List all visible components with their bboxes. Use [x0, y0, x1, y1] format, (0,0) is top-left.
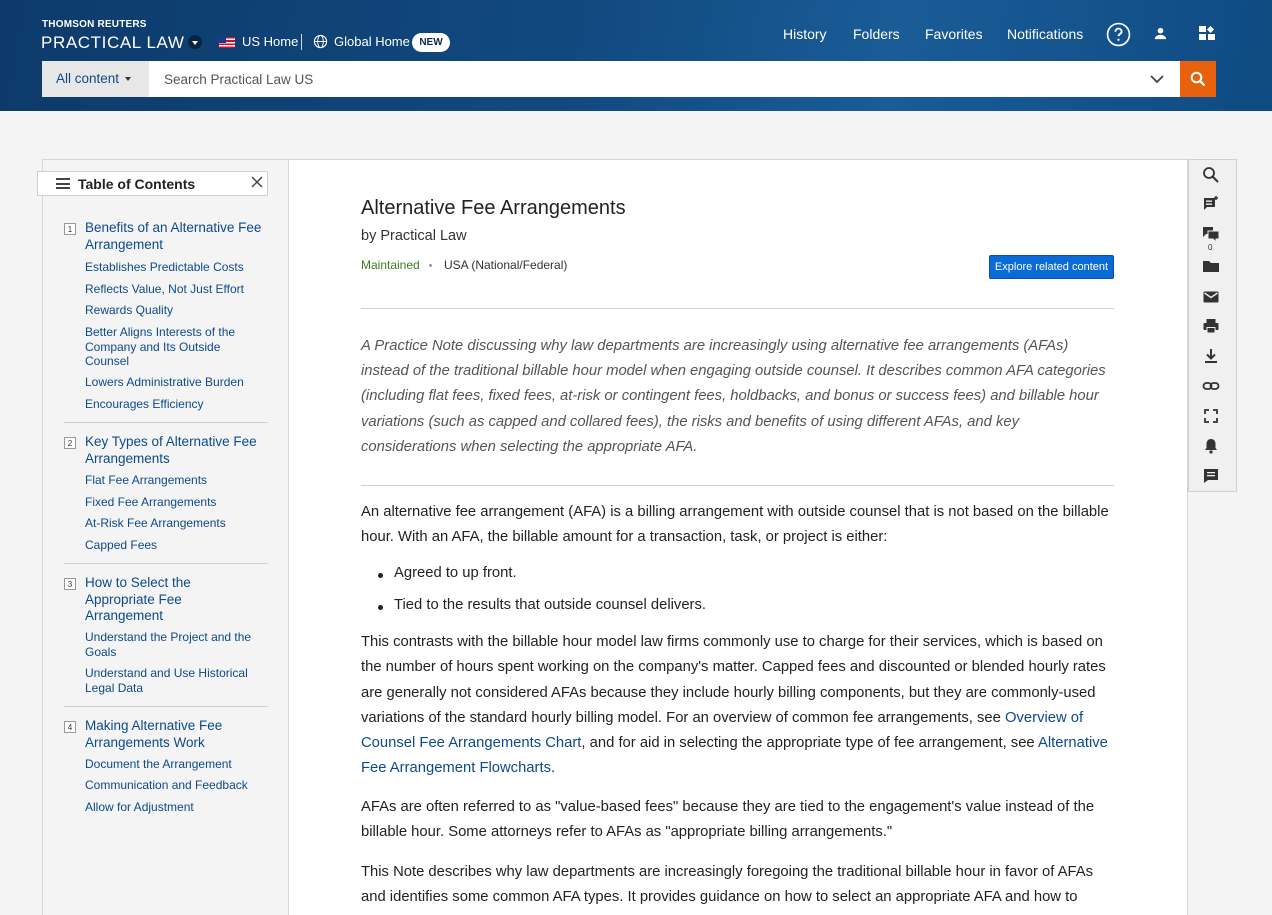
folder-icon[interactable]	[1202, 257, 1220, 275]
menu-icon	[56, 178, 70, 189]
brand-logo[interactable]: PRACTICAL LAW	[41, 33, 185, 52]
separator-dot	[429, 264, 432, 267]
toc-section-link[interactable]: Making Alternative Fee Arrangements Work	[85, 718, 223, 750]
toc-item-link[interactable]: Allow for Adjustment	[85, 800, 194, 814]
apps-grid-icon[interactable]	[1199, 26, 1216, 41]
fullscreen-icon[interactable]	[1202, 407, 1220, 425]
paragraph: This Note describes why law departments are increasingly foregoing the traditional billable hour in favor of AFAs and identifies some common AFA types. It provides guidance on how to select an appropriate AFA and how to	[361, 864, 1094, 906]
divider	[361, 485, 1114, 486]
toc-item-link[interactable]: Communication and Feedback	[85, 778, 248, 792]
toc-item-link[interactable]: At-Risk Fee Arrangements	[85, 516, 226, 530]
toc-divider	[64, 563, 268, 564]
brand-publisher: THOMSON REUTERS	[42, 19, 147, 30]
toc-item-link[interactable]: Reflects Value, Not Just Effort	[85, 282, 244, 296]
toc-section-link[interactable]: How to Select the Appropriate Fee Arrangement	[85, 575, 191, 623]
toc-item-link[interactable]: Establishes Predictable Costs	[85, 260, 244, 274]
link-icon[interactable]	[1202, 377, 1220, 395]
toc-section-number: 2	[64, 437, 76, 449]
list-item-text: Tied to the results that outside counsel delivers.	[394, 597, 706, 613]
toc-item-link[interactable]: Encourages Efficiency	[85, 397, 204, 411]
paragraph-text: This contrasts with the billable hour model law firms commonly use to charge for their services, which is based on the number of hours spent working on the company's matter. Capped fees and discounted or blended hourly rates are generally not considered AFAs because they include hourly billing components, but they are commonly-used variations of the standard hourly billing model. For an overview of common fee arrangements, see	[361, 634, 1106, 726]
us-flag-icon	[219, 37, 235, 48]
toc-item-link[interactable]: Lowers Administrative Burden	[85, 375, 244, 389]
toc-item-link[interactable]: Flat Fee Arrangements	[85, 473, 208, 487]
chevron-down-icon[interactable]	[1149, 72, 1165, 86]
paragraph	[361, 630, 1117, 782]
search-icon[interactable]	[1202, 166, 1220, 184]
toc-section-link[interactable]: Benefits of an Alternative Fee Arrangement	[85, 220, 262, 252]
paragraph: An alternative fee arrangement (AFA) is a billing arrangement with outside counsel that is not based on the billable hour. With an AFA, the billable amount for a transaction, task, or project is either:	[361, 504, 1109, 546]
paragraph: AFAs are often referred to as "value-based fees" because they are tied to the engagement's value instead of the billable hour. Some attorneys refer to AFAs as "appropriate billing arrangements."	[361, 799, 1095, 841]
search-scope-dropdown[interactable]	[42, 61, 149, 97]
explore-related-button[interactable]: Explore related content	[989, 255, 1114, 279]
email-icon[interactable]	[1202, 288, 1220, 306]
toc-item-link[interactable]: Capped Fees	[85, 538, 158, 552]
toc-item-link[interactable]: Understand and Use Historical Legal Data	[85, 666, 248, 695]
toc-section-number: 4	[64, 721, 76, 733]
feedback-icon[interactable]	[1202, 467, 1220, 485]
toc-section-number: 1	[64, 223, 76, 235]
paragraph-text: , and for aid in selecting the appropriate type of fee arrangement, see	[581, 735, 1038, 752]
search-icon	[1190, 71, 1206, 87]
nav-folders[interactable]: Folders	[853, 26, 900, 42]
toc-section-link[interactable]: Key Types of Alternative Fee Arrangements	[85, 434, 257, 466]
afa-flowcharts-link[interactable]: Alternative Fee Arrangement Flowcharts	[361, 735, 1108, 777]
document-title: Alternative Fee Arrangements	[361, 197, 626, 219]
user-icon[interactable]	[1153, 26, 1168, 41]
list-item	[378, 597, 706, 613]
toc-section	[64, 575, 268, 700]
divider	[361, 308, 1114, 309]
fee-arrangements-chart-link[interactable]: Overview of Counsel Fee Arrangements Chart	[361, 709, 1084, 752]
toc-header[interactable]	[37, 171, 268, 196]
search-button[interactable]	[1180, 61, 1216, 97]
nav-history[interactable]: History	[783, 26, 827, 42]
toc-title: Table of Contents	[78, 176, 196, 192]
search-input[interactable]	[150, 61, 1180, 97]
toc-divider	[64, 706, 268, 707]
global-home-link[interactable]: Global Home	[334, 34, 410, 49]
toc-item-link[interactable]: Better Aligns Interests of the Company and Its Outside Counsel	[85, 325, 236, 368]
toc-item-link[interactable]: Fixed Fee Arrangements	[85, 495, 217, 509]
header-divider	[301, 34, 302, 50]
alert-bell-icon[interactable]	[1202, 437, 1220, 455]
search-scope-label: All content	[56, 71, 120, 86]
list-item	[378, 565, 517, 581]
search-bar	[42, 61, 1216, 97]
annotation-count: 0	[1208, 243, 1213, 252]
jurisdiction-label: USA (National/Federal)	[444, 258, 568, 272]
download-icon[interactable]	[1202, 347, 1220, 365]
toc-item-link[interactable]: Understand the Project and the Goals	[85, 630, 252, 659]
toc-divider	[64, 422, 268, 423]
caret-down-icon	[125, 77, 131, 81]
nav-notifications[interactable]: Notifications	[1007, 26, 1084, 42]
toc-item-link[interactable]: Document the Arrangement	[85, 757, 232, 771]
annotations-icon[interactable]	[1202, 225, 1220, 243]
toc-section	[64, 434, 268, 554]
toc-section	[64, 718, 268, 818]
nav-favorites[interactable]: Favorites	[925, 26, 983, 42]
toc-section	[64, 220, 268, 420]
paragraph-text: .	[550, 760, 556, 777]
us-home-link[interactable]: US Home	[242, 34, 299, 49]
new-badge: NEW	[412, 33, 450, 52]
status-maintained: Maintained	[361, 258, 420, 272]
close-icon[interactable]	[250, 175, 264, 189]
add-note-icon[interactable]	[1202, 195, 1220, 213]
help-icon[interactable]	[1106, 22, 1131, 47]
globe-icon	[313, 34, 328, 49]
list-item-text: Agreed to up front.	[394, 565, 517, 581]
site-header	[0, 0, 1272, 111]
toc-section-number: 3	[64, 578, 76, 590]
document-byline: by Practical Law	[361, 228, 467, 244]
document-abstract: A Practice Note discussing why law departments are increasingly using alternative fee arrangements (AFAs) instead of the traditional billable hour model when engaging outside counsel. It describes common AFA categories (including flat fees, fixed fees, at-risk or contingent fees, holdbacks, and bonus or success fees) and billable hour variations (such as capped and collared fees), the risks and benefits of using different AFAs, and key considerations when selecting the appropriate AFA.	[361, 338, 1106, 455]
print-icon[interactable]	[1202, 317, 1220, 335]
toc-item-link[interactable]: Rewards Quality	[85, 303, 174, 317]
brand-dropdown-icon[interactable]	[188, 35, 202, 49]
